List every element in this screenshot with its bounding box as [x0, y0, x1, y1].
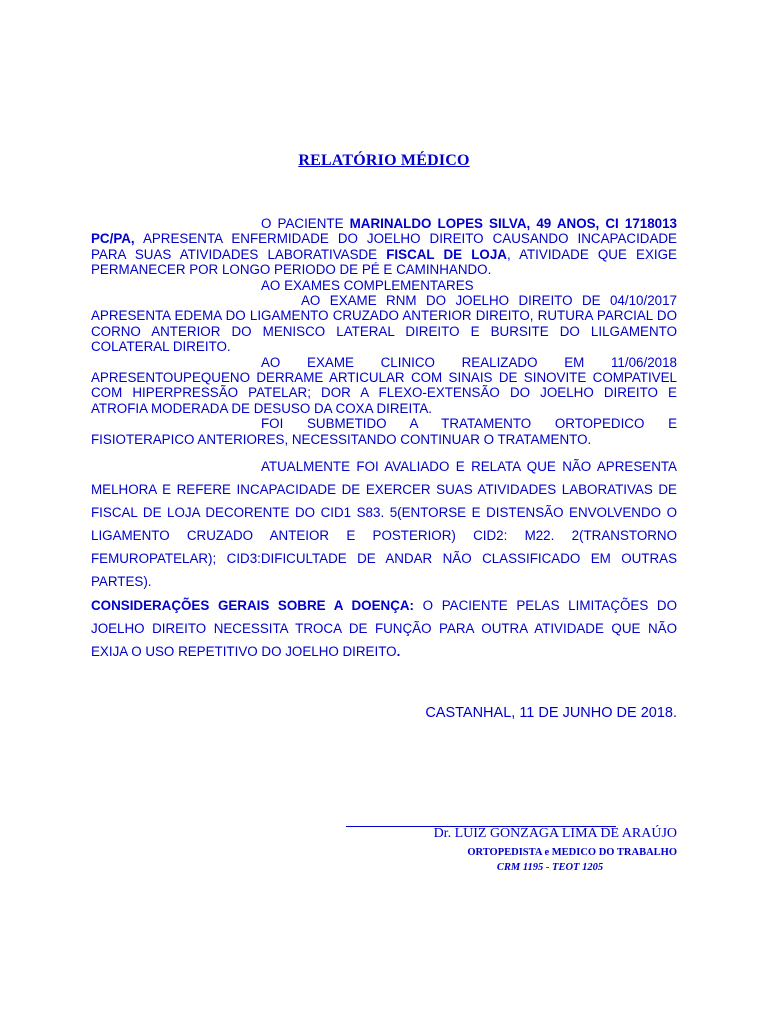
- considerations-text: O PACIENTE PELAS LIMITAÇÕES DO JOELHO DIREITO NECESSITA TROCA DE FUNÇÃO PARA OUTRA ATIVIDADE QUE NÃO EXIJA O USO REPETITIVO DO JOELHO DIREITO: [91, 598, 677, 659]
- considerations-block: [91, 594, 677, 663]
- doctor-registration: CRM 1195 - TEOT 1205: [496, 862, 604, 873]
- patient-identification: MARINALDO LOPES SILVA, 49 ANOS, CI 1718013 PC/PA,: [91, 216, 678, 247]
- considerations-end: .: [396, 644, 401, 659]
- exams-heading: AO EXAMES COMPLEMENTARES: [261, 277, 474, 293]
- document-title: RELATÓRIO MÉDICO: [298, 152, 470, 169]
- current-status-block: [91, 455, 677, 593]
- patient-role: FISCAL DE LOJA: [386, 246, 507, 262]
- intro-lead: O PACIENTE: [261, 216, 350, 231]
- intro-paragraph: [91, 216, 677, 278]
- considerations-paragraph: [91, 594, 677, 663]
- place-and-date: CASTANHAL, 11 DE JUNHO DE 2018.: [425, 705, 677, 721]
- rnm-paragraph: AO EXAME RNM DO JOELHO DIREITO DE 04/10/2017 APRESENTA EDEMA DO LIGAMENTO CRUZADO ANTERIOR DIREITO, RUTURA PARCIAL DO CORNO ANTERIOR DO MENISCO LATERAL DIREITO E BURSITE DO LILGAMENTO COLATERAL DIREITO.: [91, 293, 677, 355]
- doctor-specialty: ORTOPEDISTA e MEDICO DO TRABALHO: [467, 847, 677, 858]
- intro-text-1: APRESENTA ENFERMIDADE DO JOELHO DIREITO CAUSANDO INCAPACIDADE PARA SUAS ATIVIDADES LABORATIVASDE: [91, 231, 677, 262]
- clinical-paragraph: AO EXAME CLINICO REALIZADO EM 11/06/2018 APRESENTOUPEQUENO DERRAME ARTICULAR COM SINAIS DE SINOVITE COMPATIVEL COM HIPERPRESSÃO PATELAR; DOR A FLEXO-EXTENSÃO DO JOELHO DIREITO E ATROFIA MODERADA DE DESUSO DA COXA DIREITA.: [91, 354, 677, 416]
- considerations-label: CONSIDERAÇÕES GERAIS SOBRE A DOENÇA:: [91, 598, 415, 613]
- treatment-paragraph: FOI SUBMETIDO A TRATAMENTO ORTOPEDICO E FISIOTERAPICO ANTERIORES, NECESSITANDO CONTINUAR O TRATAMENTO.: [91, 416, 677, 447]
- current-status-paragraph: ATUALMENTE FOI AVALIADO E RELATA QUE NÃO APRESENTA MELHORA E REFERE INCAPACIDADE DE EXERCER SUAS ATIVIDADES LABORATIVAS DE FISCAL DE LOJA DECORENTE DO CID1 S83. 5(ENTORSE E DISTENSÃO ENVOLVENDO O LIGAMENTO CRUZADO ANTEIOR E POSTERIOR) CID2: M22. 2(TRANSTORNO FEMUROPATELAR); CID3:DIFICULTADE DE ANDAR NÃO CLASSIFICADO EM OUTRAS PARTES).: [91, 459, 677, 589]
- intro-text-2: , ATIVIDADE QUE EXIGE PERMANECER POR LONGO PERIODO DE PÉ E CAMINHANDO.: [91, 246, 677, 278]
- doctor-name: Dr. LUIZ GONZAGA LIMA DE ARAÚJO: [433, 826, 677, 841]
- report-body: [91, 216, 677, 447]
